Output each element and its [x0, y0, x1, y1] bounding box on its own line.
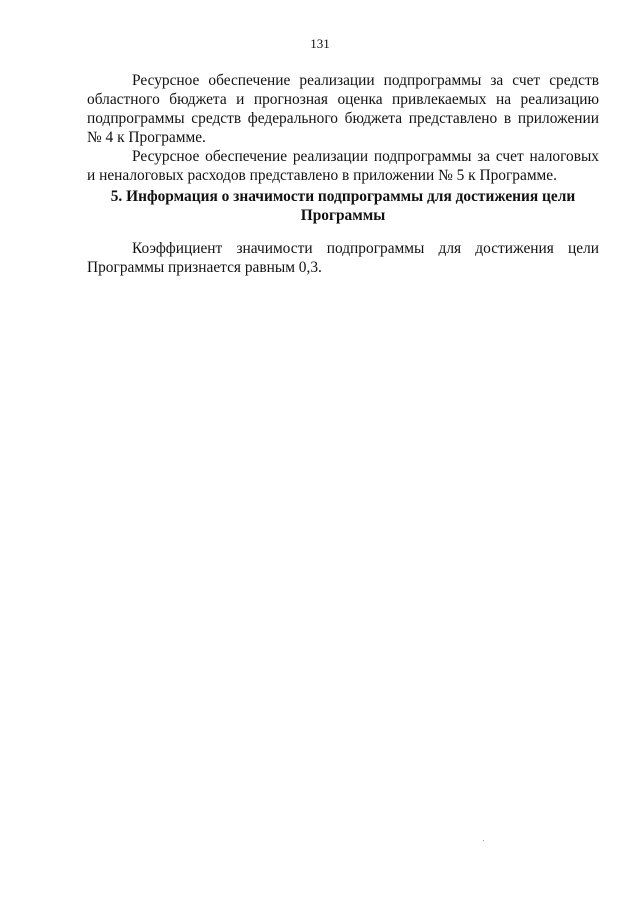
paragraph-regional-budget: Ресурсное обеспечение реализации подпрограммы за счет средств областного бюджета и прогнозная оценка привлекаемых на реализацию подпрограммы средств федерального бюджета представлено в приложении № 4 к Программе.: [87, 72, 599, 146]
significance-section: [87, 239, 599, 277]
section-heading: [87, 187, 599, 225]
paragraph-tax-expenses: Ресурсное обеспечение реализации подпрограммы за счет налоговых и неналоговых расходов представлено в приложении № 5 к Программе.: [87, 148, 599, 184]
section-heading-line-2: Программы: [300, 207, 386, 224]
section-heading-line-1: 5. Информация о значимости подпрограммы для достижения цели: [110, 188, 576, 205]
resource-paragraphs: [87, 71, 599, 185]
scan-speck: [483, 840, 484, 841]
page-number: 131: [310, 36, 330, 51]
paragraph-significance-coefficient: Коэффициент значимости подпрограммы для достижения цели Программы признается равным 0,3.: [87, 240, 599, 276]
